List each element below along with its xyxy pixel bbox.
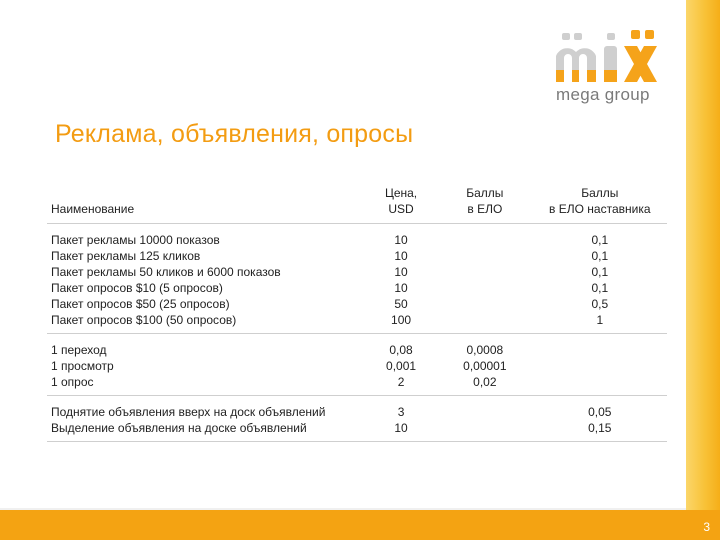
group-elo [437, 224, 532, 334]
header-elo-line: в ЕЛО [467, 202, 503, 216]
item-mentor: 0,5 [591, 297, 609, 311]
item-name: Пакет рекламы 125 кликов [51, 249, 201, 263]
item-mentor: 0,05 [588, 405, 612, 419]
item-mentor: 0,1 [591, 265, 609, 279]
item-name: Пакет опросов $50 (25 опросов) [51, 297, 230, 311]
item-elo: 0,0008 [466, 343, 504, 357]
header-elo-line: Баллы [466, 186, 504, 200]
header-price [365, 185, 437, 224]
group-mentor [533, 224, 667, 334]
item-elo: 0,02 [473, 375, 497, 389]
right-decor-gradient [686, 0, 720, 510]
item-price: 10 [394, 421, 408, 435]
item-name: Пакет опросов $10 (5 опросов) [51, 281, 223, 295]
group-prices [365, 224, 437, 334]
table-row-group [47, 396, 667, 442]
header-mentor-line: Баллы [581, 186, 619, 200]
item-mentor: 0,15 [588, 421, 612, 435]
item-name: Поднятие объявления вверх на доск объявлений [51, 405, 326, 419]
group-names [47, 334, 365, 396]
item-mentor: 1 [596, 313, 604, 327]
logo-subtitle: mega group [556, 85, 650, 104]
item-mentor: 0,1 [591, 281, 609, 295]
item-price: 100 [391, 313, 412, 327]
item-name: 1 просмотр [51, 359, 114, 373]
right-decor-edge [684, 0, 686, 540]
item-name: 1 опрос [51, 375, 94, 389]
page-number: 3 [703, 520, 710, 534]
table-row-group [47, 224, 667, 334]
header-mentor [533, 185, 667, 224]
item-name: Пакет рекламы 10000 показов [51, 233, 220, 247]
price-table [47, 185, 667, 442]
item-name: Пакет рекламы 50 кликов и 6000 показов [51, 265, 281, 279]
item-mentor: 0,1 [591, 233, 609, 247]
group-elo [437, 334, 532, 396]
header-elo [437, 185, 532, 224]
page-title: Реклама, объявления, опросы [55, 120, 414, 148]
header-price-line: Цена, [384, 186, 418, 200]
group-elo [437, 396, 532, 442]
item-price: 0,001 [386, 359, 417, 373]
item-price: 10 [394, 233, 408, 247]
item-name: 1 переход [51, 343, 107, 357]
item-elo: 0,00001 [463, 359, 507, 373]
group-prices [365, 396, 437, 442]
header-mentor-line: в ЕЛО наставника [549, 202, 651, 216]
bottom-bar [0, 510, 720, 540]
item-price: 10 [394, 265, 408, 279]
table-row-group [47, 334, 667, 396]
group-names [47, 396, 365, 442]
group-names [47, 224, 365, 334]
item-name: Пакет опросов $100 (50 опросов) [51, 313, 237, 327]
item-price: 0,08 [389, 343, 413, 357]
item-price: 2 [397, 375, 405, 389]
item-price: 50 [394, 297, 408, 311]
header-price-line: USD [388, 202, 414, 216]
item-name: Выделение объявления на доске объявлений [51, 421, 307, 435]
item-price: 10 [394, 249, 408, 263]
item-mentor: 0,1 [591, 249, 609, 263]
header-name: Наименование [47, 185, 365, 224]
item-price: 10 [394, 281, 408, 295]
item-price: 3 [397, 405, 405, 419]
group-mentor [533, 334, 667, 396]
group-mentor [533, 396, 667, 442]
table-header-row [47, 185, 667, 224]
group-prices [365, 334, 437, 396]
